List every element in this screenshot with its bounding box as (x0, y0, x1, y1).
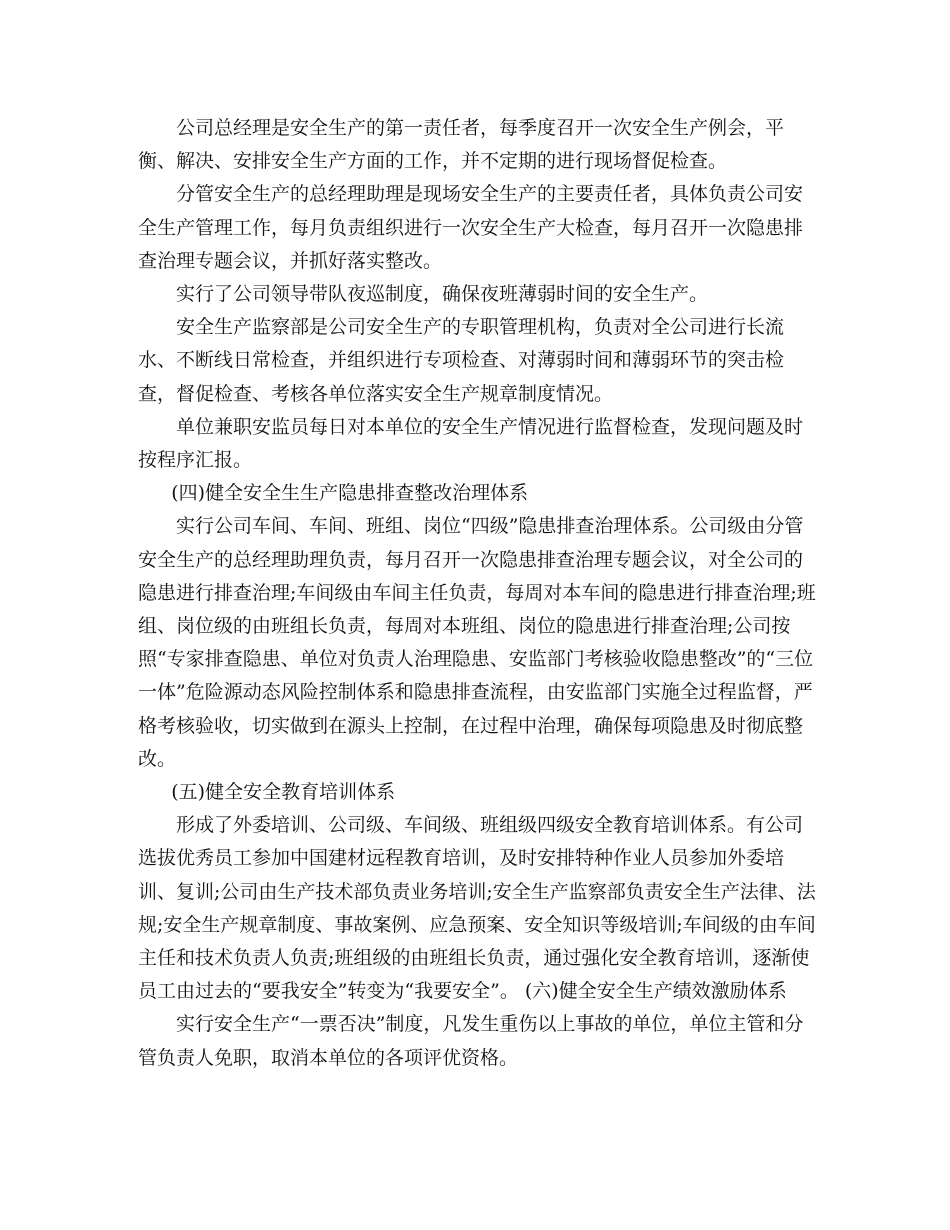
paragraph-part-time-inspector: 单位兼职安监员每日对本单位的安全生产情况进行监督检查，发现问题及时按程序汇报。 (138, 415, 804, 472)
paragraph-one-vote-veto: 实行安全生产“一票否决”制度，凡发生重伤以上事故的单位，单位主管和分管负责人免职，取消本单位的各项评优资格。 (138, 1013, 804, 1069)
paragraph-training-system: 形成了外委培训、公司级、车间级、班组级四级安全教育培训体系。有公司选拔优秀员工参加中国建材远程教育培训，及时安排特种作业人员参加外委培训、复训;公司由生产技术部负责业务培训;安全生产监察部负责安全生产法律、法规;安全生产规章制度、事故案例、应急预案、安全知识等级培训;车间级的由车间主任和技术负责人负责;班组级的由班组长负责，通过强化安全教育培训，逐渐使员工由过去的“要我安全”转变为“我要安全”。 (六)健全安全生产绩效激励体系 (138, 814, 816, 1003)
document-body (138, 112, 818, 1075)
paragraph-hazard-system: 实行公司车间、车间、班组、岗位“四级”隐患排查治理体系。公司级由分管安全生产的总经理助理负责，每月召开一次隐患排查治理专题会议，对全公司的隐患进行排查治理;车间级由车间主任负责，每周对本车间的隐患进行排查治理;班组、岗位级的由班组长负责，每周对本班组、岗位的隐患进行排查治理;公司按照“专家排查隐患、单位对负责人治理隐患、安监部门考核验收隐患整改”的“三位一体”危险源动态风险控制体系和隐患排查流程，由安监部门实施全过程监督，严格考核验收，切实做到在源头上控制，在过程中治理，确保每项隐患及时彻底整改。 (138, 515, 816, 770)
paragraph-assistant-manager-responsibility: 分管安全生产的总经理助理是现场安全生产的主要责任者，具体负责公司安全生产管理工作，每月负责组织进行一次安全生产大检查，每月召开一次隐患排查治理专题会议，并抓好落实整改。 (138, 183, 804, 272)
section-heading-training-system: (五)健全安全教育培训体系 (171, 781, 396, 804)
paragraph-general-manager-responsibility: 公司总经理是安全生产的第一责任者，每季度召开一次安全生产例会，平衡、解决、安排安全生产方面的工作，并不定期的进行现场督促检查。 (138, 117, 785, 173)
paragraph-supervision-department: 安全生产监察部是公司安全生产的专职管理机构，负责对全公司进行长流水、不断线日常检查，并组织进行专项检查、对薄弱时间和薄弱环节的突击检查，督促检查、考核各单位落实安全生产规章制度情况。 (138, 316, 785, 405)
section-heading-hazard-system: (四)健全安全生生产隐患排查整改治理体系 (171, 482, 529, 505)
paragraph-night-patrol: 实行了公司领导带队夜巡制度，确保夜班薄弱时间的安全生产。 (176, 283, 709, 306)
